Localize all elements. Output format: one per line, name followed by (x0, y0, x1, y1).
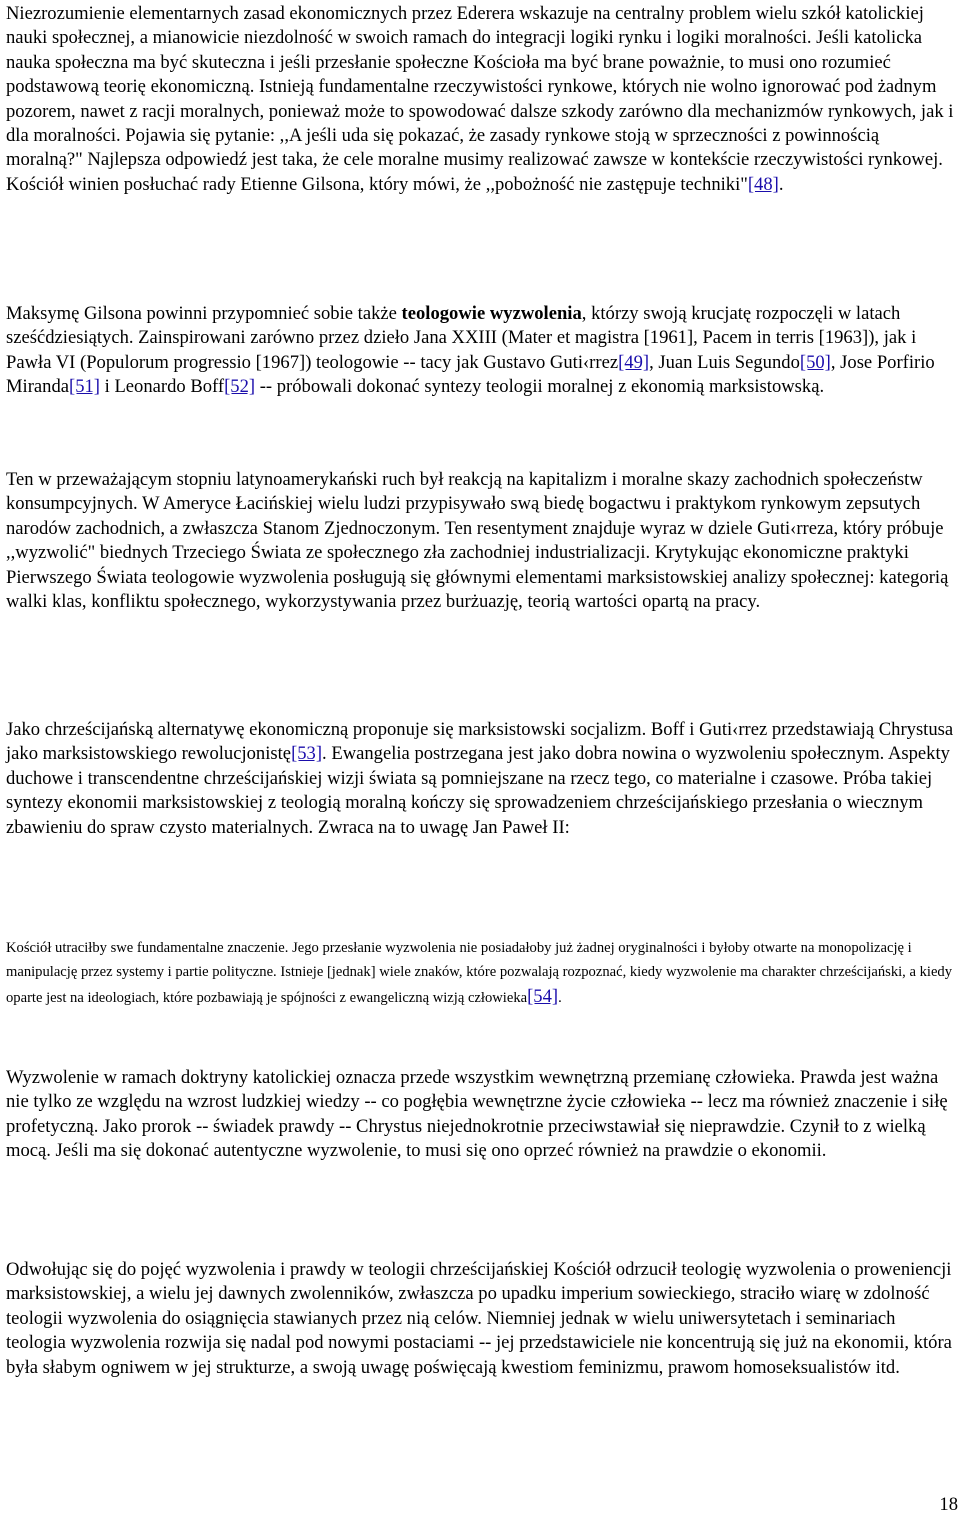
paragraph-text: , którzy swoją krucjatę rozpoczęli w latach sześćdziesiątych. Zainspirowani zarówno przez dzieło Jana XXIII (Mater et magistra [1961], Pacem in terris [1963]), jak i Pawła VI (Populorum progressio [1967]) teologowie -- tacy jak Gustavo Guti‹rrez (6, 303, 917, 373)
paragraph-text: , Juan Luis Segundo (649, 351, 800, 373)
footnote-link-52[interactable]: [52] (224, 376, 256, 398)
footnote-link-53[interactable]: [53] (291, 743, 323, 765)
paragraph-text: Wyzwolenie w ramach doktryny katolickiej oznacza przede wszystkim wewnętrzną przemianę człowieka. Prawda jest ważna nie tylko ze względu na wzrost ludzkiej wiedzy -- co pogłębia wewnętrzne życie człowieka -- lecz ma również znaczenie i siłę profetyczną. Jako prorok -- świadek prawdy -- Chrystus niejednokrotnie przeciwstawiał się nieprawdzie. Czynił to z wielką mocą. Jeśli ma się dokonać autentyczne wyzwolenie, to musi się ono oprzeć również na prawdzie o ekonomii. (6, 1067, 948, 1162)
paragraph-economics-ethics (6, 2, 958, 197)
paragraph-liberation-theologians (6, 302, 958, 400)
paragraph-tail: -- próbowali dokonać syntezy teologii moralnej z ekonomią marksistowską. (255, 376, 825, 398)
paragraph-text: , Jose Porfirio Miranda (6, 351, 935, 398)
paragraph-church-rejection (6, 1258, 958, 1380)
paragraph-tail: . Ewangelia postrzegana jest jako dobra nowina o wyzwoleniu społecznym. Aspekty duchowe i transcendentne chrześcijańskiej wizji świata są pomniejszane na rzecz tego, co materialne i czasowe. Próba takiej syntezy ekonomii marksistowskiej z teologią moralną kończy się sprowadzeniem chrześcijańskiego przesłania o wiecznym zbawieniu do spraw czysto materialnych. Zwraca na to uwagę Jan Paweł II: (6, 743, 950, 838)
footnote-link-54[interactable]: [54] (527, 985, 559, 1007)
paragraph-marxist-socialism (6, 718, 958, 840)
paragraph-text: Jako chrześcijańską alternatywę ekonomiczną proponuje się marksistowski socjalizm. Boff i Guti‹rrez przedstawiają Chrystusa jako marksistowskiego rewolucjonistę (6, 719, 954, 765)
block-quote-john-paul (6, 936, 958, 1010)
paragraph-latin-america (6, 468, 958, 614)
paragraph-text: Niezrozumienie elementarnych zasad ekonomicznych przez Ederera wskazuje na centralny problem wielu szkół katolickiej nauki społecznej, a mianowicie niezdolność w swoich ramach do integracji logiki rynku i logiki moralności. Jeśli katolicka nauka społeczna ma być skuteczna i jeśli przesłanie społeczne Kościoła ma być brane poważnie, to musi ono rozumieć podstawową teorię ekonomiczną. Istnieją fundamentalne rzeczywistości rynkowe, których nie wolno ignorować pod żadnym pozorem, nawet z racji moralnych, ponieważ może to spowodować dalsze szkody zarówno dla mechanizmów rynkowych, jak i dla moralności. Pojawia się pytanie: ,,A jeśli uda się pokazać, że zasady rynkowe stoją w sprzeczności z powinnością moralną?" Najlepsza odpowiedź jest taka, że cele moralne musimy realizować zawsze w kontekście rzeczywistości rynkowej. Kościół winien posłuchać rady Etienne Gilsona, który mówi, że ,,pobożność nie zastępuje techniki" (6, 3, 954, 195)
paragraph-text: Ten w przeważającym stopniu latynoamerykański ruch był reakcją na kapitalizm i moralne skazy zachodnich społeczeństw konsumpcyjnych. W Ameryce Łacińskiej wielu ludzi przypisywało swą biedę bogactwu i praktykom rynkowym zepsutych narodów zachodnich, a zwłaszcza Stanom Zjednoczonym. Ten resentyment znajduje wyraz w dziele Guti‹rreza, który próbuje ,,wyzwolić" biednych Trzeciego Świata ze społecznego zła zachodniej industrializacji. Krytykując ekonomiczne praktyki Pierwszego Świata teologowie wyzwolenia posługują się głównymi elementami marksistowskiej analizy społecznej: kategorią walki klas, konfliktu społecznego, wykorzystywania przez burżuazję, teorią wartości opartą na pracy. (6, 469, 949, 613)
paragraph-inner-liberation (6, 1066, 958, 1164)
quote-text: Kościół utraciłby swe fundamentalne znaczenie. Jego przesłanie wyzwolenia nie posiadałoby już żadnej oryginalności i byłoby otwarte na monopolizację i manipulację przez systemy i partie polityczne. Istnieje [jednak] wiele znaków, które pozwalają rozpoznać, kiedy wyzwolenie ma charakter chrześcijański, a kiedy oparte jest na ideologiach, które pozbawiają je spójności z ewangeliczną wizją człowieka (6, 940, 953, 1006)
bold-term: teologowie wyzwolenia (401, 303, 582, 324)
footnote-link-48[interactable]: [48] (747, 173, 779, 195)
footnote-link-49[interactable]: [49] (618, 351, 650, 373)
paragraph-tail: . (778, 173, 784, 195)
paragraph-text: Maksymę Gilsona powinni przypomnieć sobie także (6, 303, 402, 324)
paragraph-text: i Leonardo Boff (99, 376, 225, 398)
footnote-link-51[interactable]: [51] (69, 376, 100, 398)
paragraph-text: Odwołując się do pojęć wyzwolenia i prawdy w teologii chrześcijańskiej Kościół odrzucił teologię wyzwolenia o proweniencji marksistowskiej, a wielu jej dawnych zwolenników, zwłaszcza po upadku imperium sowieckiego, straciło wiarę w zdolność teologii wyzwolenia do osiągnięcia stawianych przez nią celów. Niemniej jednak w wielu uniwersytetach i seminariach teologia wyzwolenia rozwija się nadal pod nowymi postaciami -- jej przedstawiciele nie koncentrują się już na ekonomii, która była słabym ogniwem w jej strukturze, a swoją uwagę poświęcają kwestiom feminizmu, prawom homoseksualistów itd. (6, 1259, 952, 1378)
footnote-link-50[interactable]: [50] (799, 351, 831, 373)
page-number: 18 (939, 1494, 958, 1515)
quote-tail: . (558, 989, 562, 1006)
